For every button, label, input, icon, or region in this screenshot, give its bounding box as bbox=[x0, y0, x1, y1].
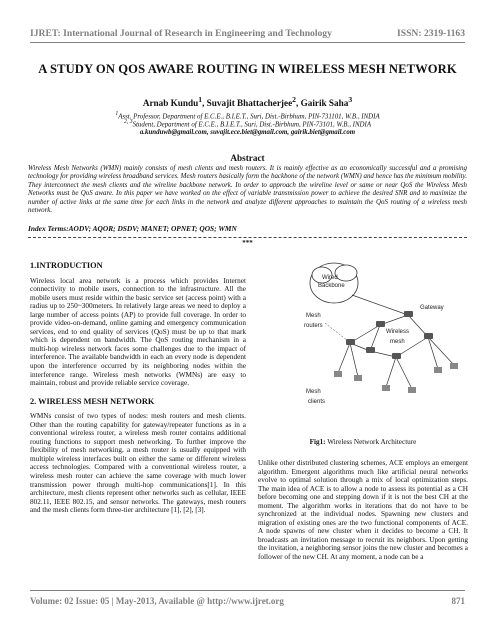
mesh-router-icons bbox=[346, 311, 433, 359]
author-3: Gairik Saha bbox=[300, 98, 349, 109]
affiliation-2: $^{2, 3}$Student, Department of E.C.E., B.I.E.T., Suri, Dist.-Birbhum, PIN-73101, W.B., INDIA bbox=[123, 119, 372, 129]
mesh-client-icons bbox=[334, 363, 458, 393]
header-rule bbox=[30, 42, 465, 43]
wireless-mesh-label-1: Wireless bbox=[386, 329, 410, 335]
footer-rule bbox=[30, 590, 465, 591]
journal-name: IJRET: International Journal of Research in Engineering and Technology bbox=[30, 28, 332, 39]
intro-heading: 1.INTRODUCTION bbox=[30, 261, 103, 270]
page-number: 871 bbox=[451, 596, 465, 606]
author-2: Suvajit Bhattacherjee bbox=[206, 98, 293, 109]
issn: ISSN: 2319-1163 bbox=[397, 28, 465, 39]
author-3-sup: 3 bbox=[348, 95, 353, 104]
abstract-text: Wireless Mesh Networks (WMN) mainly consists of mesh clients and mesh routers. It is mainly effective as an economically successful and a promising technology for providing wireless broadband services. Mesh routers basically form the backbone of the network (WMN) and hence has the minimum mobility. They interconnect the mesh clients and the wireline backbone network. In order to approach the wireline level or same or near QoS the Wireless Mesh Networks must be QoS aware. In this paper we have worked on the effect of variable transmission power to achieve the desired SNR and to maximize the number of active links at the same time for each links in the network and analyze different approaches to maintain the QoS routing of a wireless mesh network. bbox=[28, 164, 467, 215]
running-header bbox=[30, 28, 465, 39]
author-1: Arnab Kundu bbox=[142, 98, 199, 109]
figure-label: Fig1: bbox=[309, 438, 326, 446]
footer-volume: Volume: 02 Issue: 05 | May-2013, Available @ http://www.ijret.org bbox=[30, 596, 284, 606]
left-column bbox=[30, 262, 246, 515]
mesh-routers-label-1: Mesh bbox=[306, 313, 321, 319]
mesh-clients-label-1: Mesh bbox=[306, 389, 321, 395]
gateway-label: Gateway bbox=[420, 305, 444, 311]
index-terms-text: AODV; AQOR; DSDV; MANET; OPNET; QOS; WMN bbox=[68, 224, 237, 233]
author-1-sup: 1 bbox=[198, 95, 203, 104]
backbone-label-2: Backbone bbox=[318, 283, 345, 289]
author-list: Arnab Kundu$^1$, Suvajit Bhattacherjee$^2$, Gairik Saha$^3$ bbox=[142, 95, 353, 109]
affiliation-1-sup: 1 bbox=[115, 111, 119, 117]
wmn-architecture-figure bbox=[300, 255, 470, 425]
abstract-heading: Abstract bbox=[230, 153, 265, 163]
figure-caption: Fig1: Wireless Network Architecture bbox=[309, 438, 417, 446]
index-terms-label: Index Terms: bbox=[28, 224, 69, 233]
wmn-heading: 2. WIRELESS MESH NETWORK bbox=[30, 396, 155, 406]
right-column-text: Unlike other distributed clustering schemes, ACE employs an emergent algorithm. Emergent algorithms much like artificial neural networks evolve to optimal solution through a mix of local optimization steps. The main idea of ACE is to allow a node to assess its potential as a CH before becoming one and stepping down if it is not the best CH at the moment. The algorithm works in iterations that do not have to be synchronized at the individual nodes. Spawning new clusters and migration of existing ones are the two functional components of ACE. A node spawns of new cluster when it decides to become a CH. It broadcasts an invitation message to recruit its neighbors. Upon getting the invitation, a neighboring sensor joins the new cluster and becomes a follower of the new CH. At any moment, a node can be a bbox=[258, 459, 468, 562]
index-terms bbox=[28, 224, 467, 233]
author-emails: a.kunduwb@gmail.com, suvajit.ece.biet@gmail.com, gairik.biet@gmail.com bbox=[139, 129, 356, 136]
running-footer bbox=[30, 596, 465, 606]
paper-title: A STUDY ON QOS AWARE ROUTING IN WIRELESS MESH NETWORK bbox=[38, 62, 457, 76]
mesh-routers-label-2: routers bbox=[304, 323, 323, 329]
section-separator: *** bbox=[28, 237, 467, 244]
affiliation-1: $^1$Asst. Professor, Department of E.C.E., B.I.E.T., Suri, Dist.-Birbhum, PIN-731101, W.B., INDIA bbox=[115, 111, 380, 121]
wmn-text: WMNs consist of two types of nodes: mesh routers and mesh clients. Other than the routing capability for gateway/repeater functions as in a conventional wireless router, a wireless mesh router contains additional routing functions to support mesh networking. To further improve the flexibility of mesh networking, a mesh router is usually equipped with multiple wireless interfaces built on either the same or different wireless access technologies. Compared with a conventional wireless router, a wireless mesh router can achieve the same coverage with much lower transmission power through multi-hop communications[1]. In this architecture, mesh clients represent other networks such as cellular, IEEE 802.11, IEEE 802.15, and sensor networks. The gateways, mesh routers and the mesh clients form three-tier architecture [1], [2], [3]. bbox=[30, 412, 246, 515]
backbone-label-1: Wired bbox=[322, 275, 338, 281]
intro-text: Wireless local area network is a process which provides Internet connectivity to mobile users, connection to the infrastructure. All the mobile users must reside within the basic service set (access point) with a radius up to 250~300meters. In relatively large areas we need to deploy a large number of access points (AP) to provide full coverage. In order to provide video-on-demand, online gaming and emergency communication services, end to end quality of services (QoS) must be up to that mark which is dependent on bandwidth. The QoS routing mechanism in a multi-hop wireless network faces some challenges due to the impact of interference. The available bandwidth in each an every node is dependent upon the interference occurred by its neighboring nodes within the interference range. Wireless mesh networks (WMNs) are easy to maintain, robust and provide reliable service coverage. bbox=[30, 276, 246, 388]
mesh-clients-label-2: clients bbox=[308, 399, 326, 405]
affiliation-2-sup: 2, 3 bbox=[123, 119, 133, 125]
author-2-sup: 2 bbox=[292, 95, 296, 104]
wireless-mesh-label-2: mesh bbox=[390, 339, 405, 345]
